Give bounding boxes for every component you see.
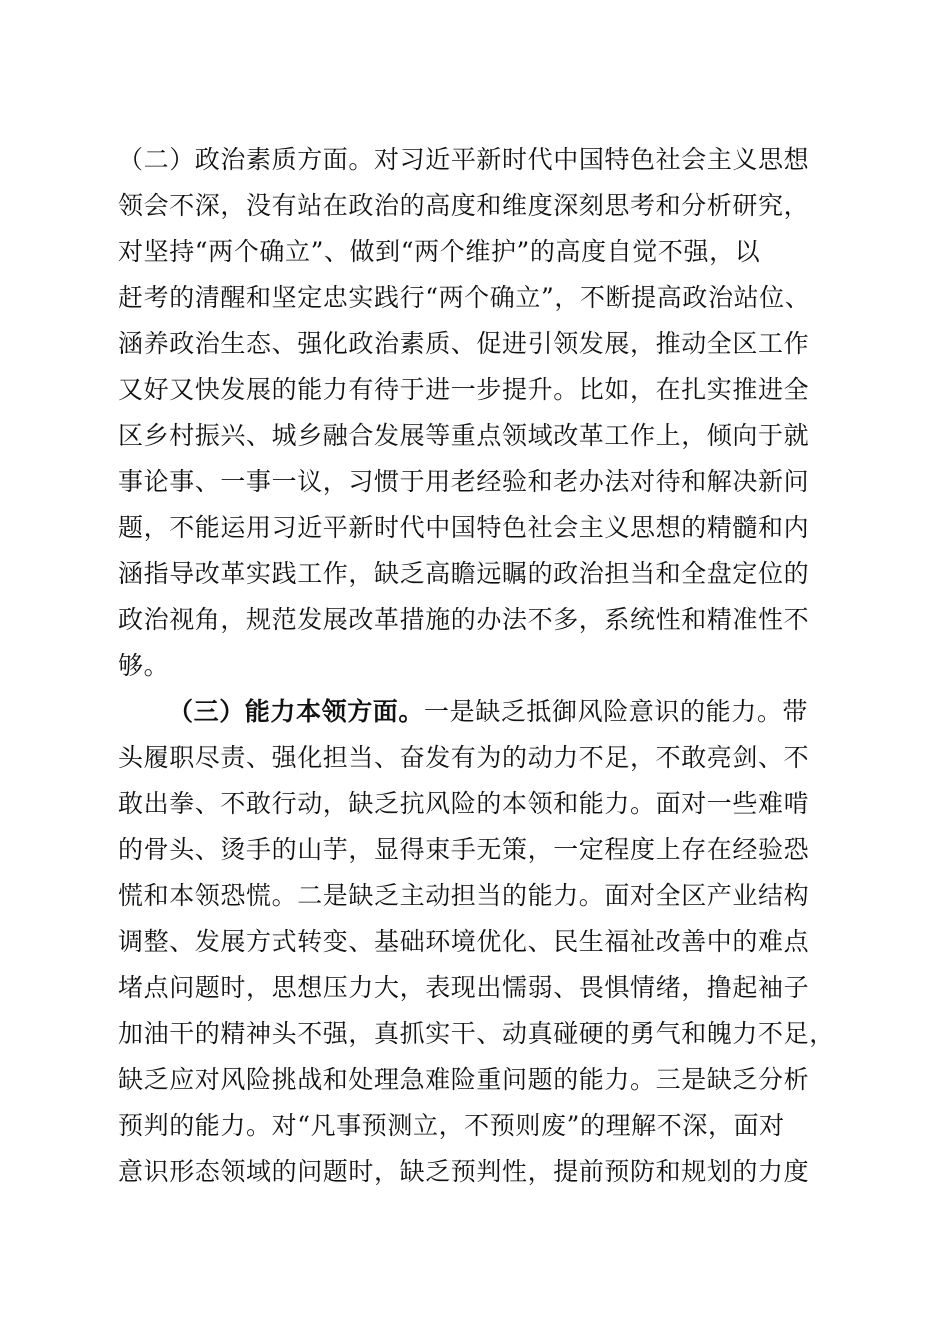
paragraph-line: 事论事、一事一议，习惯于用老经验和老办法对待和解决新问: [118, 467, 810, 496]
paragraph-line: 慌和本领恐慌。二是缺乏主动担当的能力。面对全区产业结构: [118, 881, 810, 910]
paragraph-heading: （二）政治素质方面。: [118, 145, 375, 174]
paragraph-line: 涵养政治生态、强化政治素质、促进引领发展，推动全区工作: [118, 329, 810, 358]
paragraph-line: 区乡村振兴、城乡融合发展等重点领域改革工作上，倾向于就: [118, 421, 810, 450]
paragraph-heading: （三）能力本领方面。: [168, 697, 425, 726]
paragraph-line: 领会不深，没有站在政治的高度和维度深刻思考和分析研究，: [118, 191, 810, 220]
paragraph-line: [118, 145, 838, 175]
paragraph-line: 政治视角，规范发展改革措施的办法不多，系统性和精准性不: [118, 605, 810, 634]
paragraph-line: [168, 697, 888, 727]
paragraph-line: 的骨头、烫手的山芋，显得束手无策，一定程度上存在经验恐: [118, 835, 810, 864]
paragraph-text: 对习近平新时代中国特色社会主义思想: [374, 145, 810, 174]
paragraph-line: 缺乏应对风险挑战和处理急难险重问题的能力。三是缺乏分析: [118, 1065, 810, 1094]
paragraph-line: 加油干的精神头不强，真抓实干、动真碰硬的勇气和魄力不足，: [118, 1019, 835, 1048]
paragraph-line: 赶考的清醒和坚定忠实践行“两个确立”，不断提高政治站位、: [118, 283, 811, 312]
paragraph-line: 敢出拳、不敢行动，缺乏抗风险的本领和能力。面对一些难啃: [118, 789, 810, 818]
paragraph-text: 一是缺乏抵御风险意识的能力。带: [424, 697, 809, 726]
paragraph-line: 预判的能力。对“凡事预测立，不预则废”的理解不深，面对: [118, 1111, 785, 1140]
paragraph-line: 调整、发展方式转变、基础环境优化、民生福祉改善中的难点: [118, 927, 810, 956]
paragraph-line: 又好又快发展的能力有待于进一步提升。比如，在扎实推进全: [118, 375, 810, 404]
paragraph-line: 对坚持“两个确立”、做到“两个维护”的高度自觉不强，以: [118, 237, 761, 266]
paragraph-line: 意识形态领域的问题时，缺乏预判性，提前预防和规划的力度: [118, 1157, 810, 1186]
paragraph-line: 堵点问题时，思想压力大，表现出懦弱、畏惧情绪，撸起袖子: [118, 973, 810, 1002]
paragraph-line: 够。: [118, 651, 170, 680]
paragraph-line: 涵指导改革实践工作，缺乏高瞻远瞩的政治担当和全盘定位的: [118, 559, 810, 588]
paragraph-line: 头履职尽责、强化担当、奋发有为的动力不足，不敢亮剑、不: [118, 743, 810, 772]
paragraph-line: 题，不能运用习近平新时代中国特色社会主义思想的精髓和内: [118, 513, 810, 542]
